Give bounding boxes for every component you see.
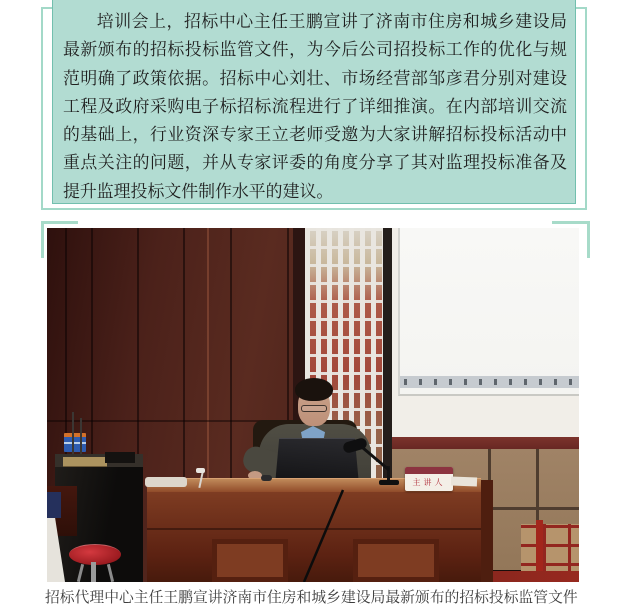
paper-sheet (145, 477, 187, 487)
stool-column (91, 562, 96, 582)
name-placard (405, 467, 453, 491)
computer-mouse (261, 475, 272, 481)
antenna-rod (80, 418, 82, 454)
projected-taskbar (400, 376, 579, 388)
placard-label: 主讲人 (412, 478, 446, 487)
training-photo[interactable] (47, 228, 579, 582)
microphone-base (379, 480, 399, 485)
maroon-wall-trim (392, 437, 579, 449)
projection-screen (398, 228, 579, 396)
desk-molding (353, 539, 439, 582)
highlighted-paragraph-box (52, 0, 576, 204)
desk-molding (212, 539, 288, 582)
cabinet-device (105, 452, 135, 463)
gooseneck-mic-head (196, 468, 205, 473)
cabinet-papers (63, 457, 107, 466)
photo-caption: 招标代理中心主任王鹏宣讲济南市住房和城乡建设局最新颁布的招标投标监管文件 (45, 589, 578, 606)
placard-band (405, 467, 453, 474)
paper-sheet (451, 477, 477, 487)
speaker-glasses (301, 405, 327, 412)
speaker-hair (295, 378, 333, 401)
blue-sign-card (64, 433, 86, 452)
desk-groove (147, 528, 481, 530)
blue-box (47, 492, 61, 518)
lattice-frame-bar (383, 228, 392, 484)
antenna-rod (72, 412, 74, 454)
desk-side (481, 480, 493, 582)
paragraph-text: 培训会上，招标中心主任王鹏宣讲了济南市住房和城乡建设局最新颁布的招标投标监管文件，为今后公司招投标工作的优化与规范明确了政策依据。招标中心刘壮、市场经营部邹彦君分别对建设工程及政府采购电子标招标流程进行了详细推演。在内部培训交流的基础上，行业资深专家王立老师受邀为大家讲解招标投标活动中重点关注的问题，并从专家评委的角度分享了其对监理投标准备及提升监理投标文件制作水平的建议。 (63, 11, 567, 201)
